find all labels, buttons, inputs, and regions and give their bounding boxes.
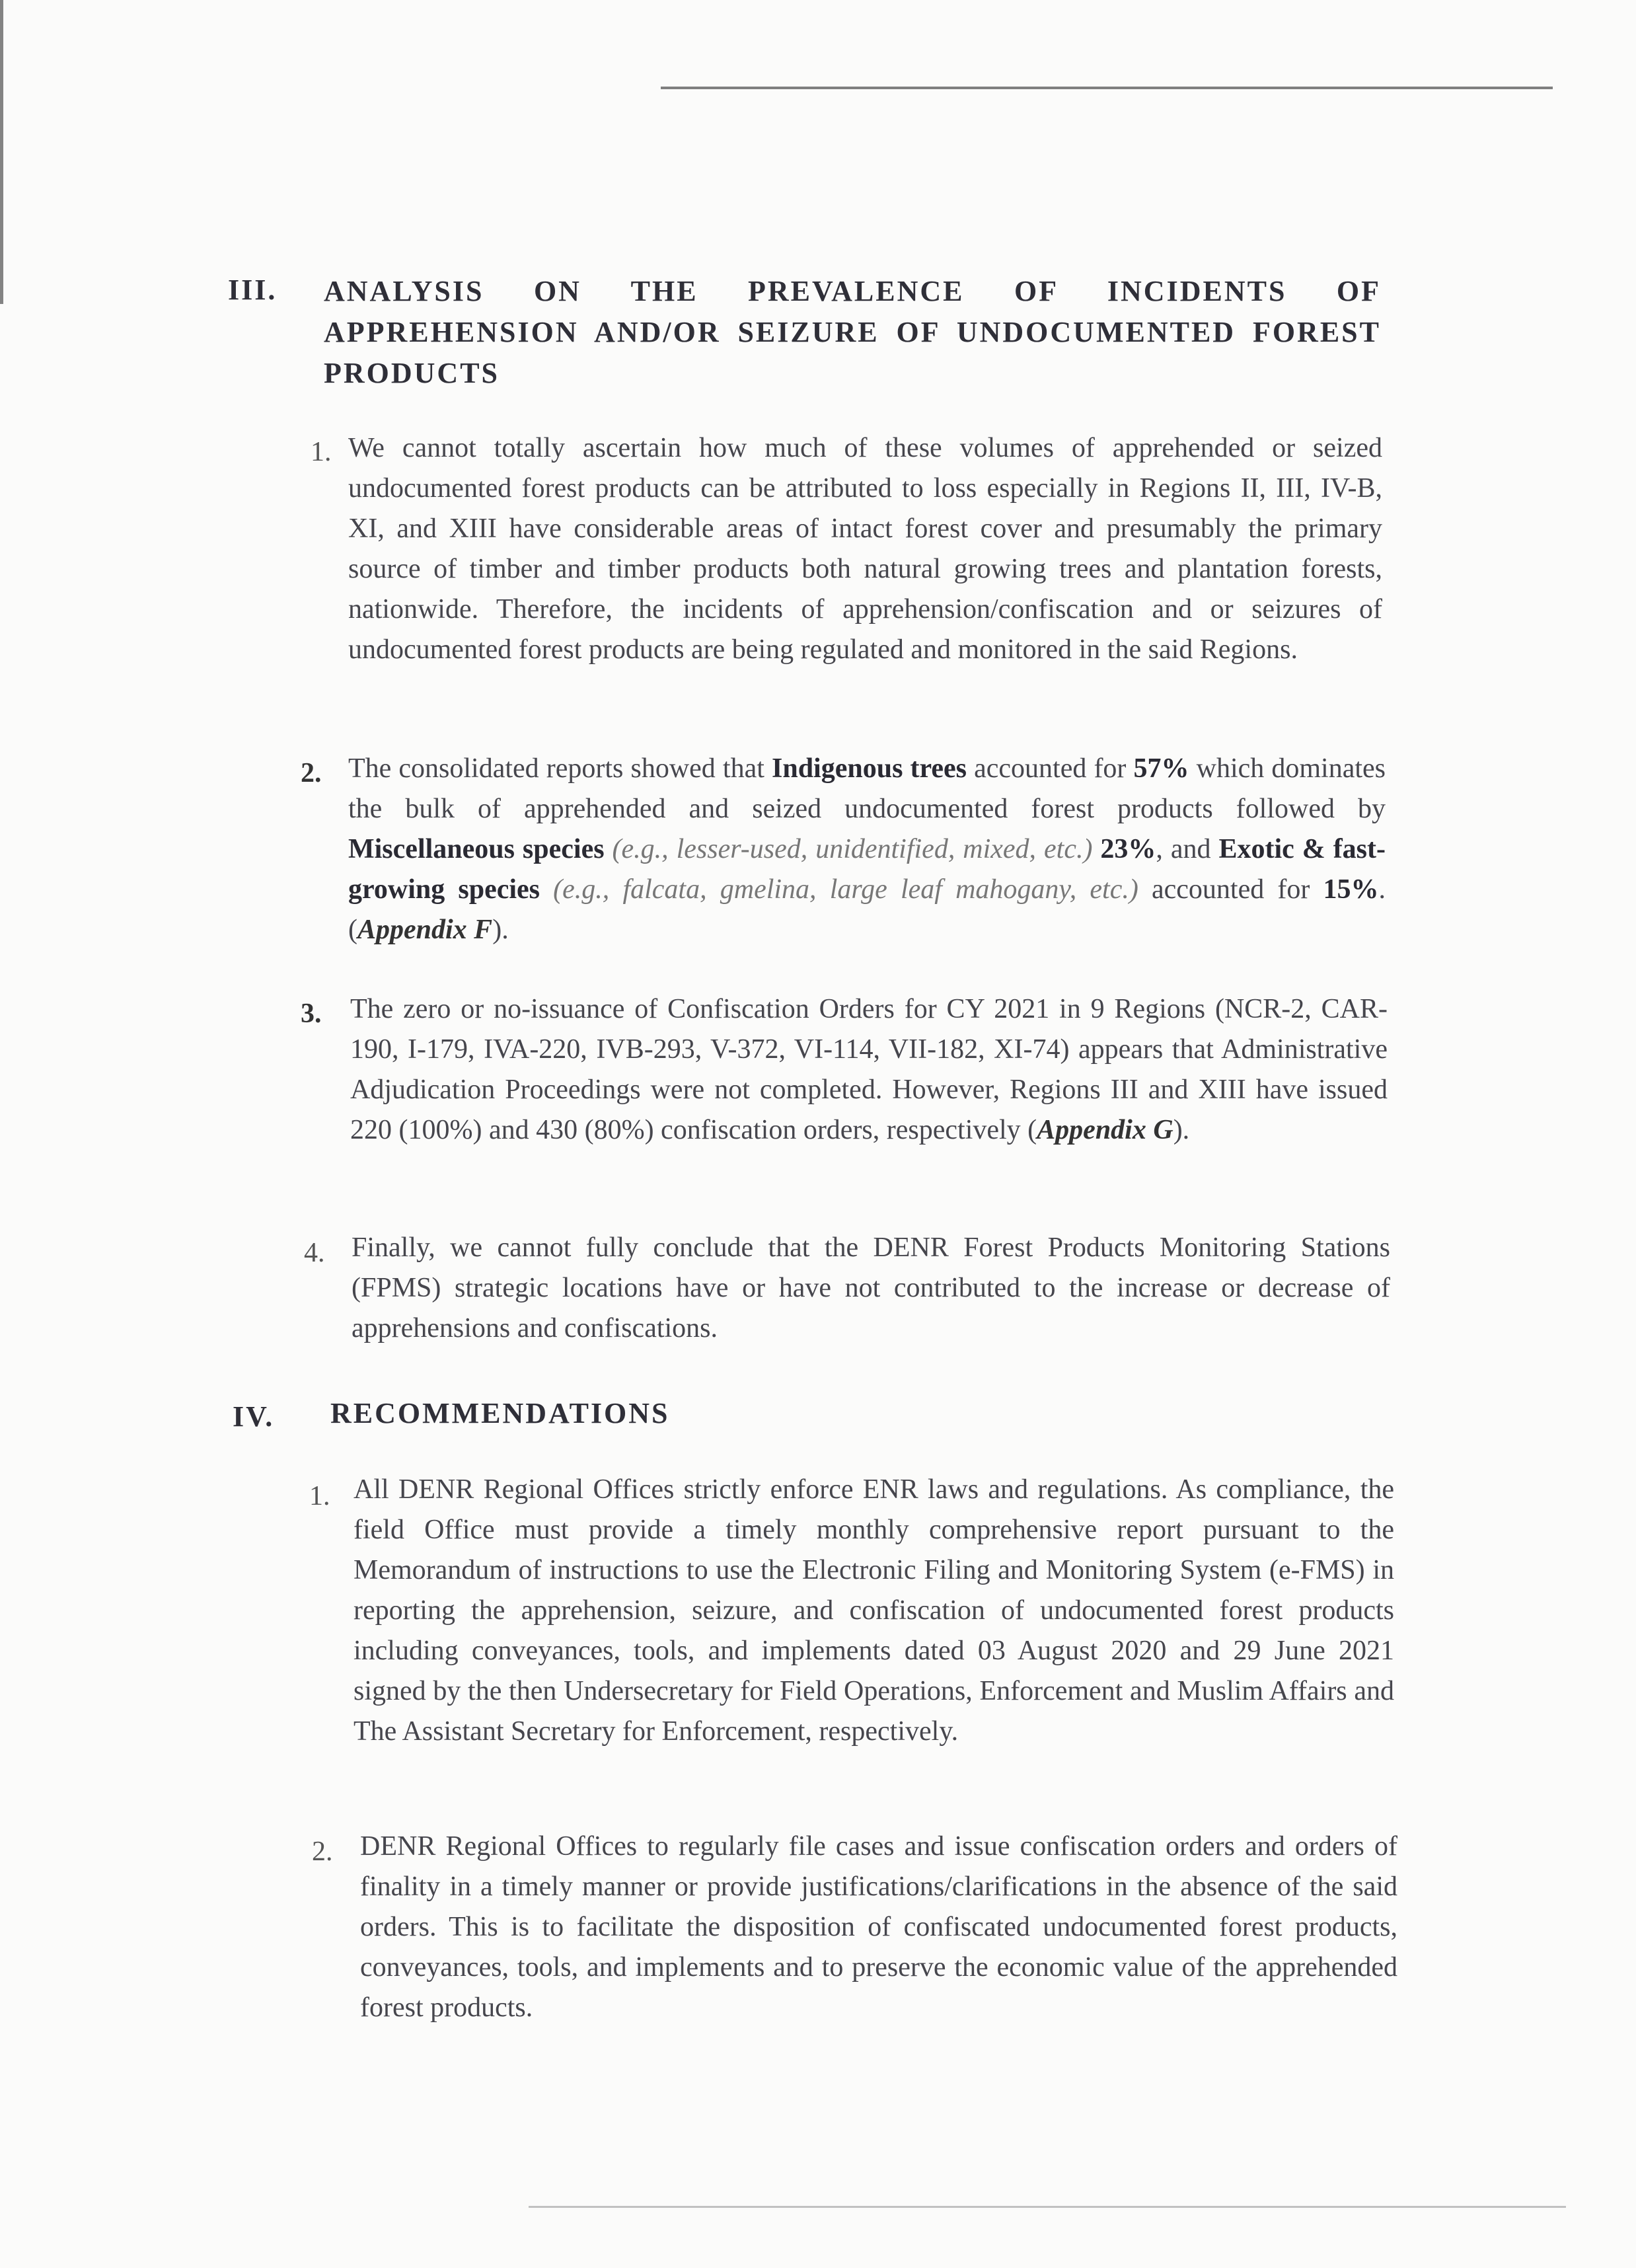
- section-4-item-2-number: 2.: [312, 1836, 333, 1867]
- section-4-item-1-number: 1.: [309, 1481, 330, 1511]
- section-4-number: IV.: [233, 1400, 275, 1433]
- section-3-item-1-number: 1.: [311, 437, 332, 467]
- section-3-item-4-text: Finally, we cannot fully conclude that the DENR Forest Products Monitoring Stations (FPMS) strategic locations have or have not contributed to the increase or decrease of apprehensions and confiscations.: [352, 1232, 1390, 1343]
- section-3-heading: ANALYSIS ON THE PREVALENCE OF INCIDENTS OF APPREHENSION AND/OR SEIZURE OF UNDOCUMENTED FOREST PRODUCTS: [324, 275, 1381, 389]
- section-3-item-1-text: We cannot totally ascertain how much of these volumes of apprehended or seized undocumented forest products can be attributed to loss especially in Regions II, III, IV-B, XI, and XIII have considerable areas of intact forest cover and presumably the primary source of timber and timber products both natural growing trees and plantation forests, nationwide. Therefore, the incidents of apprehension/confiscation and or seizures of undocumented forest products are being regulated and monitored in the said Regions.: [348, 433, 1382, 665]
- section-3-item-2-number: 2.: [301, 758, 322, 788]
- section-3-item-3-text: The zero or no-issuance of Confiscation Orders for CY 2021 in 9 Regions (NCR-2, CAR-190, I-179, IVA-220, IVB-293, V-372, VI-114, VII-182, XI-74) appears that Administrative Adjudication Proceedings were not completed. However, Regions III and XIII have issued 220 (100%) and 430 (80%) confiscation orders, respectively (Appendix G).: [350, 994, 1388, 1145]
- footer-rule: [529, 2206, 1566, 2208]
- section-4-item-2-text: DENR Regional Offices to regularly file cases and issue confiscation orders and orders of finality in a timely manner or provide justifications/clarifications in the absence of the said orders. This is to facilitate the disposition of confiscated undocumented forest products, conveyances, tools, and implements and to preserve the economic value of the apprehended forest products.: [360, 1831, 1397, 2023]
- section-3-item-2-text: The consolidated reports showed that Indigenous trees accounted for 57% which dominates the bulk of apprehended and seized undocumented forest products followed by Miscellaneous species (e.g., lesser-used, unidentified, mixed, etc.) 23%, and Exotic & fast-growing species (e.g., falcata, gmelina, large leaf mahogany, etc.) accounted for 15%. (Appendix F).: [348, 753, 1386, 945]
- section-4-item-1-text: All DENR Regional Offices strictly enforce ENR laws and regulations. As compliance, the field Office must provide a timely monthly comprehensive report pursuant to the Memorandum of instructions to use the Electronic Filing and Monitoring System (e-FMS) in reporting the apprehension, seizure, and confiscation of undocumented forest products including conveyances, tools, and implements dated 03 August 2020 and 29 June 2021 signed by the then Undersecretary for Field Operations, Enforcement and Muslim Affairs and The Assistant Secretary for Enforcement, respectively.: [353, 1474, 1394, 1747]
- section-3-item-4-number: 4.: [304, 1238, 325, 1268]
- section-4-heading: RECOMMENDATIONS: [330, 1397, 670, 1429]
- header-rule: [661, 87, 1553, 89]
- section-3-item-3-number: 3.: [301, 999, 322, 1029]
- scan-edge-shadow: [0, 0, 3, 304]
- section-3-number: III.: [228, 274, 278, 306]
